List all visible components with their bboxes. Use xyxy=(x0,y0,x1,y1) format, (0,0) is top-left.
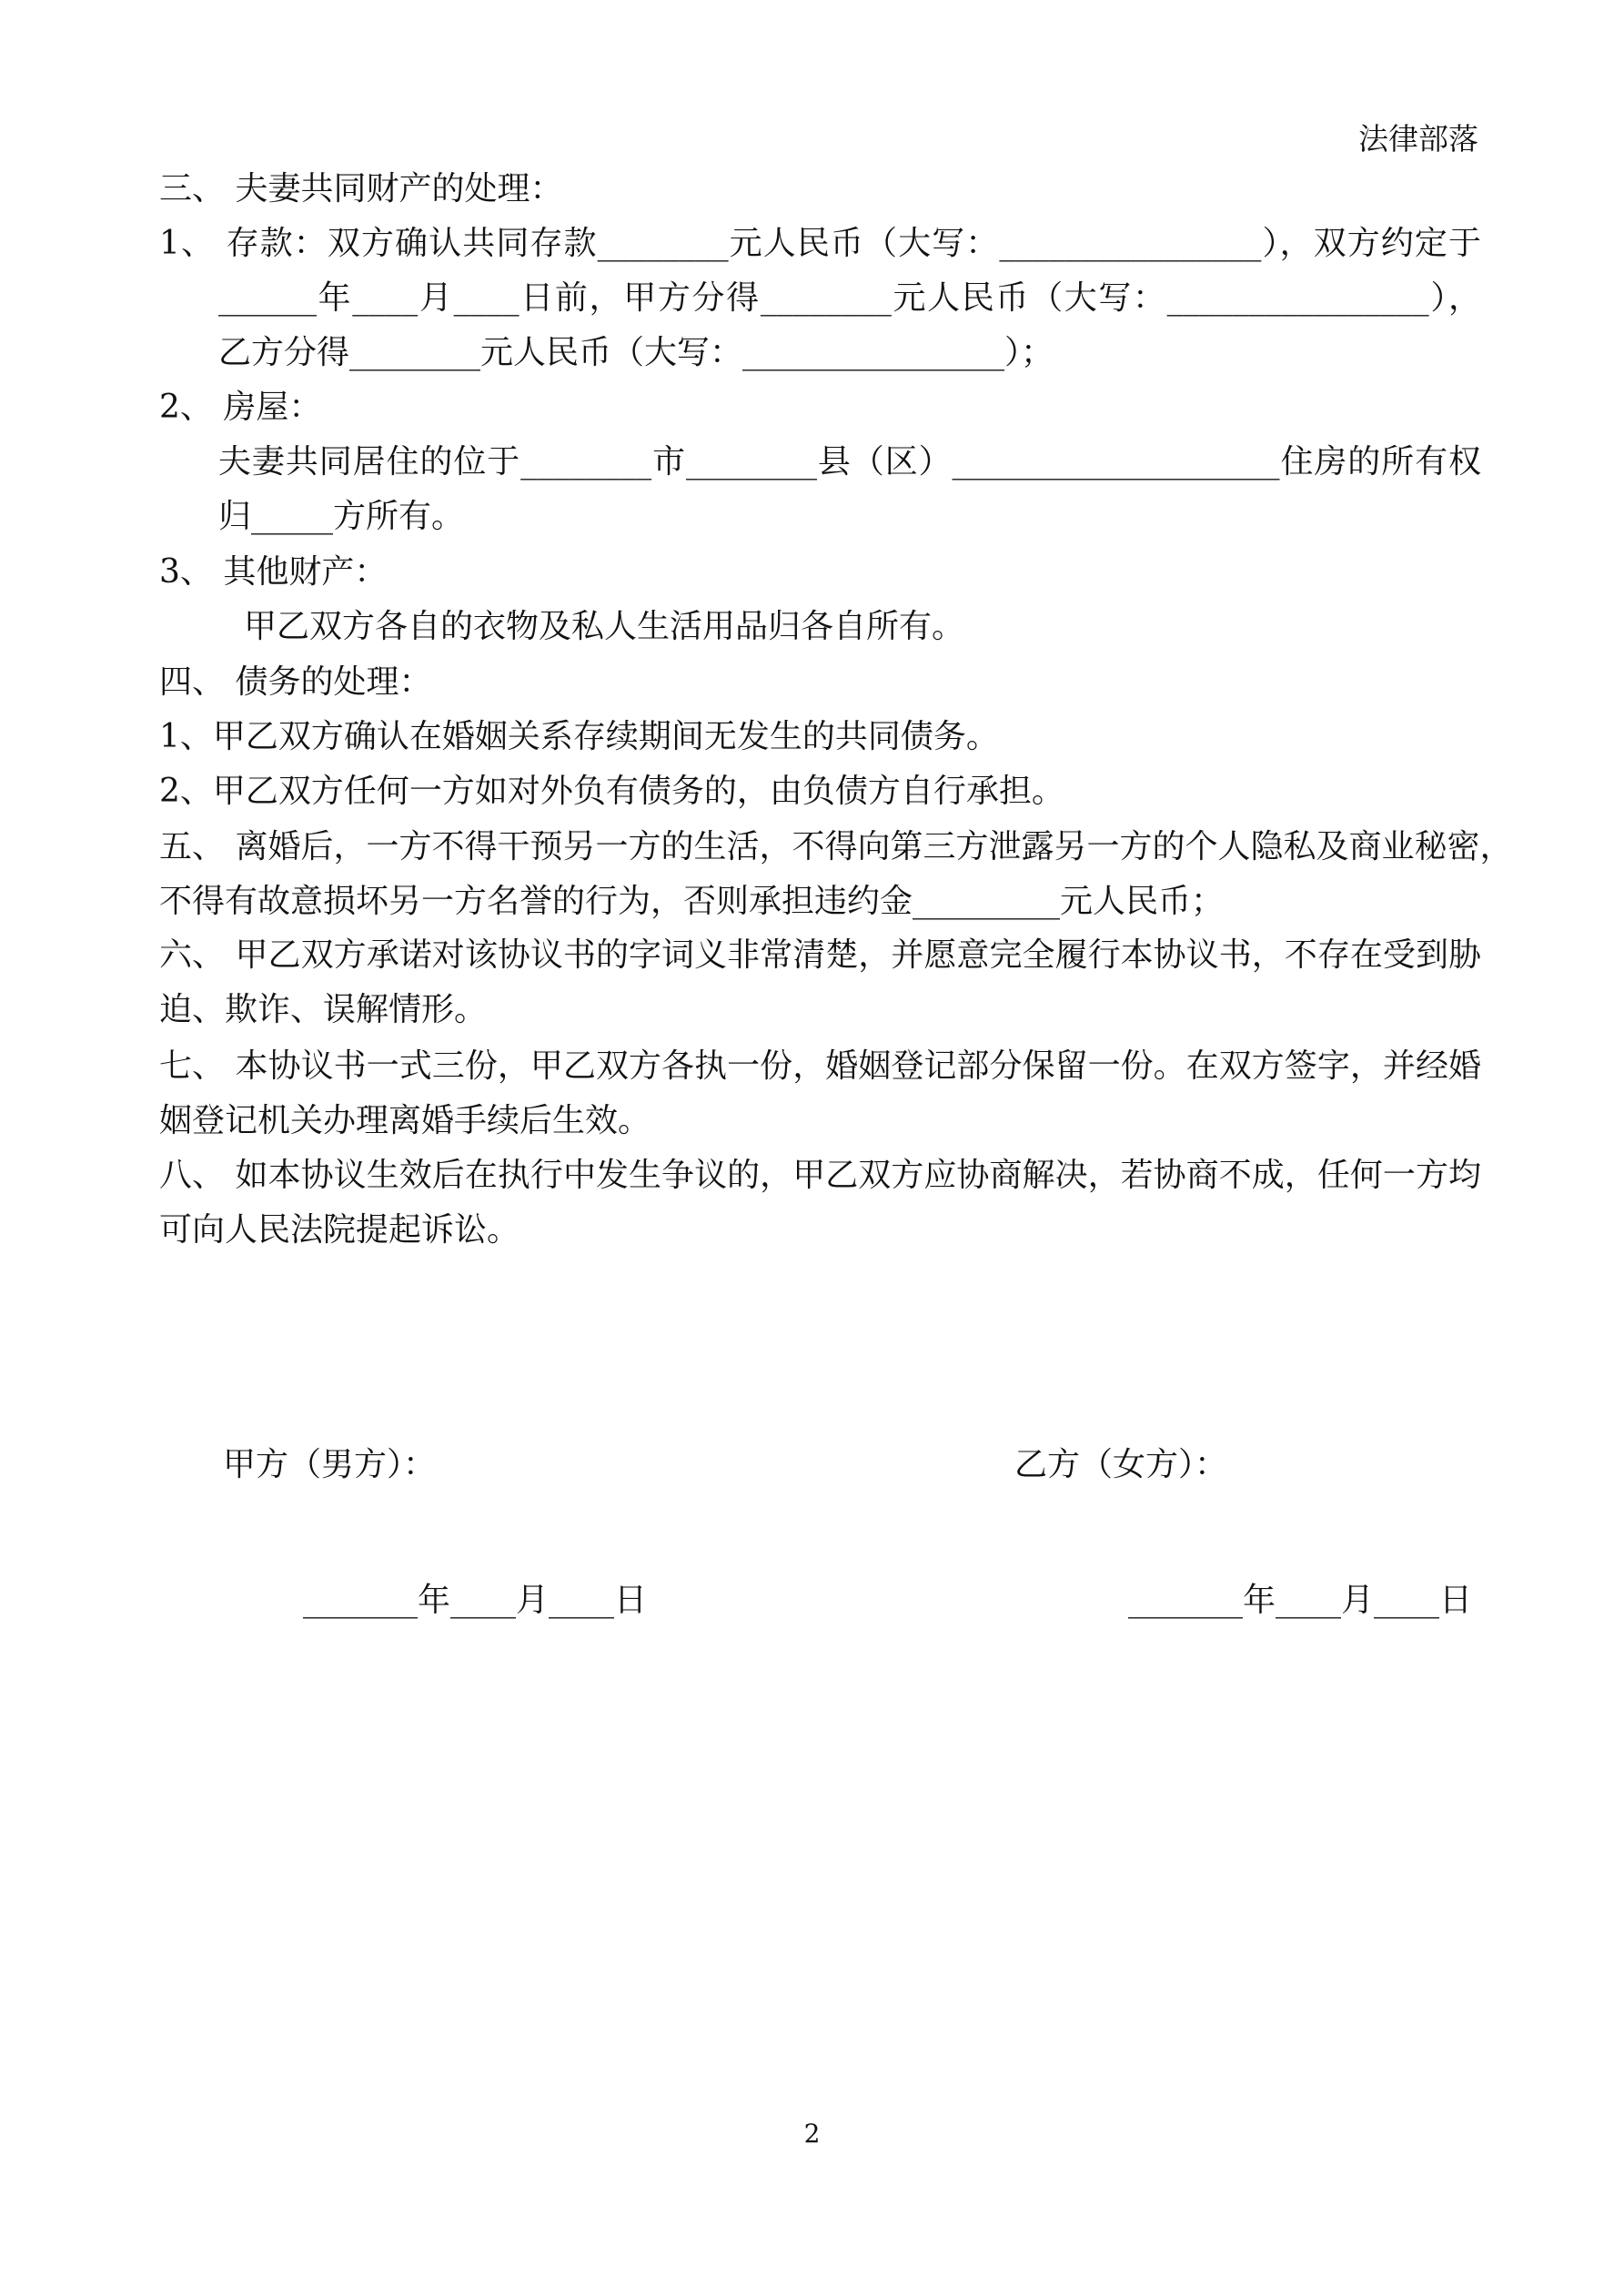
deposit-line-1: 1、 存款：双方确认共同存款________元人民币（大写：________________），双方约定于 xyxy=(159,225,1481,262)
section-5-line-2: 不得有故意损坏另一方名誉的行为，否则承担违约金_________元人民币； xyxy=(159,883,1225,920)
debt-item-1: 1、甲乙双方确认在婚姻关系存续期间无发生的共同债务。 xyxy=(159,718,999,755)
header-text: 法律部落 xyxy=(1358,121,1478,157)
section-7-line-2: 姻登记机关办理离婚手续后生效。 xyxy=(159,1102,651,1139)
deposit-line-3: 乙方分得________元人民币（大写：________________）； xyxy=(218,334,1054,371)
party-b-signature-label: 乙方（女方）： xyxy=(1014,1446,1228,1483)
party-a-signature-label: 甲方（男方）： xyxy=(223,1446,437,1483)
other-property-text: 甲乙双方各自的衣物及私人生活用品归各自所有。 xyxy=(244,608,965,645)
debt-item-2: 2、甲乙双方任何一方如对外负有债务的，由负债方自行承担。 xyxy=(159,773,1064,810)
section-6-line-2: 迫、欺诈、误解情形。 xyxy=(159,991,488,1028)
house-title: 2、 房屋： xyxy=(159,389,322,426)
party-b-date: _______年____月____日 xyxy=(1128,1582,1472,1619)
section-7-line-1: 七、 本协议书一式三份，甲乙双方各执一份，婚姻登记部分保留一份。在双方签字，并经婚 xyxy=(159,1047,1481,1085)
party-a-date: _______年____月____日 xyxy=(303,1582,647,1619)
section-4-title: 四、 债务的处理： xyxy=(159,663,432,701)
deposit-line-2: ______年____月____日前，甲方分得________元人民币（大写：________________）， xyxy=(218,279,1481,317)
section-5-line-1: 五、 离婚后，一方不得干预另一方的生活，不得向第三方泄露另一方的个人隐私及商业秘密， xyxy=(159,828,1513,865)
house-line-1: 夫妻共同居住的位于________市________县（区）____________________住房的所有权 xyxy=(218,443,1481,480)
section-6-line-1: 六、 甲乙双方承诺对该协议书的字词义非常清楚，并愿意完全履行本协议书，不存在受到胁 xyxy=(159,936,1481,974)
house-line-2: 归_____方所有。 xyxy=(218,498,465,535)
section-8-line-2: 可向人民法院提起诉讼。 xyxy=(159,1211,520,1249)
section-8-line-1: 八、 如本协议生效后在执行中发生争议的，甲乙双方应协商解决，若协商不成，任何一方均 xyxy=(159,1157,1481,1194)
section-3-title: 三、 夫妻共同财产的处理： xyxy=(159,170,563,207)
other-property-title: 3、 其他财产： xyxy=(159,553,388,591)
page-number: 2 xyxy=(803,2119,821,2149)
